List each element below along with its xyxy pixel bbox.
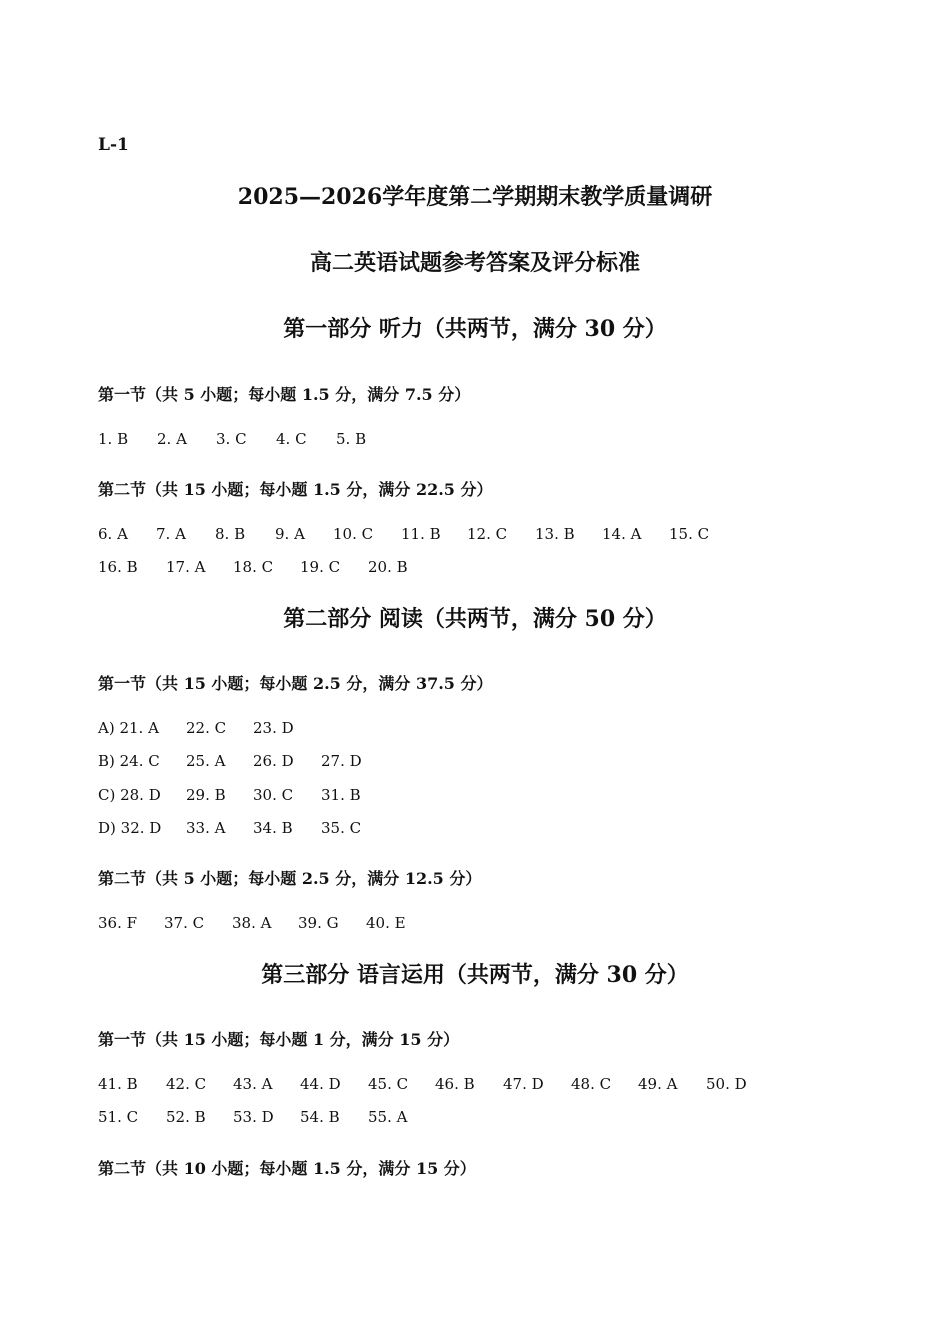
answer-item: 29. B — [186, 786, 226, 804]
document-title: 2025—2026学年度第二学期期末教学质量调研 — [237, 184, 713, 210]
part3-section2-heading: 第二节（共 10 小题；每小题 1.5 分，满分 15 分） — [98, 1159, 476, 1178]
answer-item: 47. D — [503, 1075, 544, 1093]
answer-item: 16. B — [98, 558, 138, 576]
part1-section2-heading: 第二节（共 15 小题；每小题 1.5 分，满分 22.5 分） — [98, 480, 493, 499]
part3-heading: 第三部分 语言运用（共两节，满分 30 分） — [261, 962, 689, 988]
answer-item: 5. B — [336, 430, 367, 448]
answer-item: 23. D — [253, 719, 294, 737]
answer-item: A) 21. A — [98, 719, 159, 737]
answer-item: 39. G — [298, 914, 339, 932]
answer-item: 45. C — [368, 1075, 409, 1093]
answer-item: 12. C — [467, 525, 508, 543]
answer-item: 50. D — [706, 1075, 747, 1093]
document-subtitle: 高二英语试题参考答案及评分标准 — [309, 250, 640, 276]
answer-item: 43. A — [233, 1075, 273, 1093]
answer-item: 11. B — [401, 525, 441, 543]
document-code: L-1 — [98, 135, 129, 155]
answer-item: 10. C — [333, 525, 374, 543]
answer-item: 52. B — [166, 1108, 206, 1126]
part1-heading: 第一部分 听力（共两节，满分 30 分） — [283, 316, 667, 342]
answer-item: 15. C — [669, 525, 710, 543]
part2-section2-heading: 第二节（共 5 小题；每小题 2.5 分，满分 12.5 分） — [98, 869, 482, 888]
answer-item: 40. E — [366, 914, 406, 932]
answer-item: 1. B — [98, 430, 129, 448]
answer-item: 8. B — [215, 525, 246, 543]
answer-item: 25. A — [186, 752, 226, 770]
answer-item: 9. A — [275, 525, 305, 543]
answer-item: 44. D — [300, 1075, 341, 1093]
answer-item: B) 24. C — [98, 752, 160, 770]
answer-item: 13. B — [535, 525, 575, 543]
answer-item: 22. C — [186, 719, 227, 737]
answer-item: 37. C — [164, 914, 205, 932]
answer-item: 49. A — [638, 1075, 678, 1093]
answer-item: 54. B — [300, 1108, 340, 1126]
answer-item: 30. C — [253, 786, 294, 804]
answer-item: 27. D — [321, 752, 362, 770]
answer-item: 20. B — [368, 558, 408, 576]
answer-item: 35. C — [321, 819, 362, 837]
answer-item: 3. C — [216, 430, 247, 448]
part2-section1-heading: 第一节（共 15 小题；每小题 2.5 分，满分 37.5 分） — [98, 674, 493, 693]
answer-item: 41. B — [98, 1075, 138, 1093]
answer-item: 51. C — [98, 1108, 139, 1126]
answer-item: 31. B — [321, 786, 361, 804]
answer-item: 26. D — [253, 752, 294, 770]
answer-item: 17. A — [166, 558, 206, 576]
part3-section1-heading: 第一节（共 15 小题；每小题 1 分，满分 15 分） — [98, 1030, 460, 1049]
answer-item: 18. C — [233, 558, 274, 576]
answer-item: 7. A — [156, 525, 186, 543]
answer-item: 34. B — [253, 819, 293, 837]
part1-section1-heading: 第一节（共 5 小题；每小题 1.5 分，满分 7.5 分） — [98, 385, 471, 404]
answer-item: 33. A — [186, 819, 226, 837]
answer-item: 53. D — [233, 1108, 274, 1126]
answer-item: 42. C — [166, 1075, 207, 1093]
answer-item: 19. C — [300, 558, 341, 576]
answer-item: 48. C — [571, 1075, 612, 1093]
answer-item: 4. C — [276, 430, 307, 448]
answer-item: 55. A — [368, 1108, 408, 1126]
answer-item: 36. F — [98, 914, 138, 932]
answer-item: 6. A — [98, 525, 128, 543]
answer-item: 2. A — [157, 430, 187, 448]
answer-item: 46. B — [435, 1075, 475, 1093]
answer-item: C) 28. D — [98, 786, 161, 804]
answer-item: 14. A — [602, 525, 642, 543]
part2-heading: 第二部分 阅读（共两节，满分 50 分） — [283, 606, 667, 632]
answer-item: 38. A — [232, 914, 272, 932]
answer-item: D) 32. D — [98, 819, 162, 837]
